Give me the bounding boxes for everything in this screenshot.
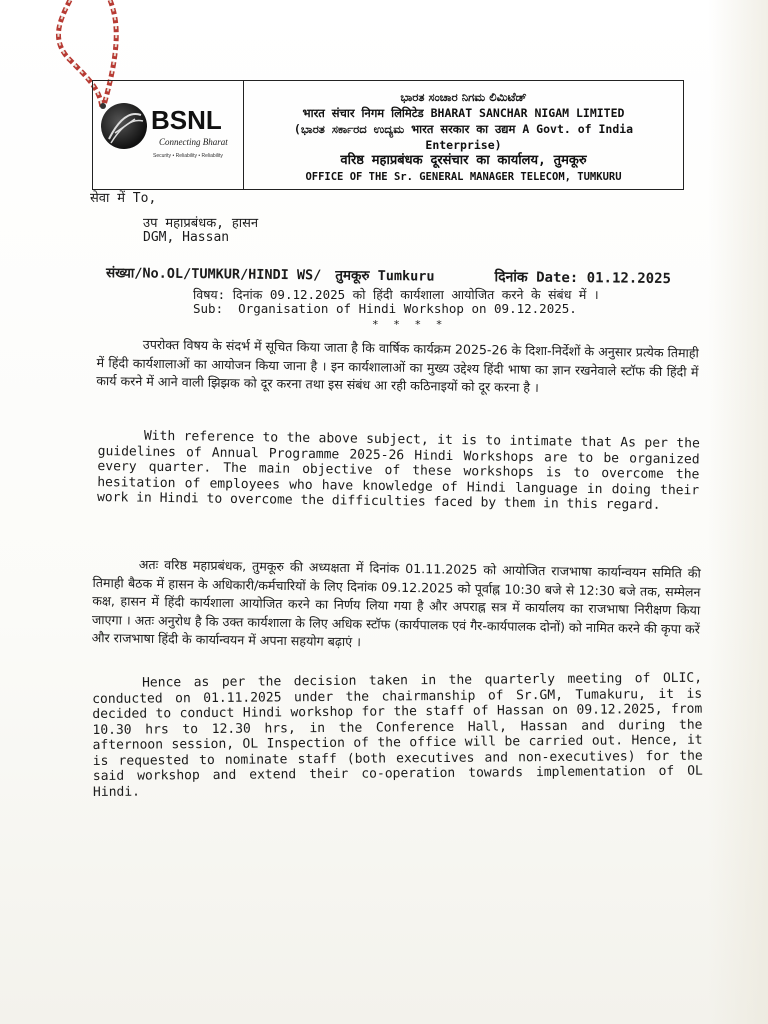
office-name-english: OFFICE OF THE Sr. GENERAL MANAGER TELECOM, TUMKURU — [305, 171, 622, 183]
letter-place: तुमकूरु Tumkuru — [335, 267, 435, 285]
bsnl-logo — [93, 81, 244, 189]
letter-date: दिनांक Date: 01.12.2025 — [494, 269, 672, 288]
paragraph-1-english: With reference to the above subject, it is to intimate that As per the guidelines of Annual Programme 2025-26 Hindi Workshops are to be organized every quarter. The main objective of these workshops is to overcome the hesitation of employees who have knowledge of Hindi language in doing their work in Hindi to overcome the difficulties faced by them in this regard. — [96, 428, 700, 513]
office-name-hindi: वरिष्ठ महाप्रबंधक दूरसंचार का कार्यालय, तुमकूरु — [340, 153, 587, 168]
logo-wordmark: BSNL — [151, 105, 222, 135]
subject-english: Sub: Organisation of Hindi Workshop on 09.12.2025. — [193, 301, 577, 316]
reference-line — [90, 247, 672, 288]
company-name: भारत संचार निगम लिमिटेड BHARAT SANCHAR NIGAM LIMITED — [302, 106, 625, 120]
recipient-english: DGM, Hassan — [143, 230, 230, 245]
to-label: सेवा में To, — [90, 191, 157, 206]
reference-number: संख्या/No.OL/TUMKUR/HINDI WS/ — [105, 265, 322, 284]
kannada-company-name: ಭಾರತ ಸಂಚಾರ ನಿಗಮ ಲಿಮಿಟೆಡ್ — [400, 90, 527, 104]
subject-hindi: विषय: दिनांक 09.12.2025 को हिंदी कार्यशाला आयोजित करने के संबंध में । — [193, 287, 599, 302]
recipient-hindi: उप महाप्रबंधक, हासन — [143, 216, 259, 231]
separator-stars: * * * * — [372, 318, 447, 331]
paragraph-1-hindi: उपरोक्त विषय के संदर्भ में सूचित किया जाता है कि वार्षिक कार्यक्रम 2025-26 के दिशा-निर्देशों के अनुसार प्रत्येक तिमाही में हिंदी कार्यशालाओं का आयोजन किया जाना है । इन कार्यशालाओं का मुख्य उद्देश्य हिंदी भाषा का ज्ञान रखनेवाले स्टॉफ की हिंदी में कार्य करने में आने वाली झिझक को दूर करना तथा इस संबंध आ रही कठिनाइयों को दूर करना है । — [96, 336, 699, 395]
letterhead-text — [244, 81, 683, 189]
page-fold-shadow — [708, 0, 768, 1024]
logo-subline: Security • Reliability • Reliability — [153, 153, 223, 159]
govt-enterprise-line: (ಭಾರತ ಸರ್ಕಾರದ ಉದ್ಯಮ भारत सरकार का उद्यम A Govt. of India — [293, 122, 634, 136]
paragraph-2-hindi: अतः वरिष्ठ महाप्रबंधक, तुमकूरु की अध्यक्षता में दिनांक 01.11.2025 को आयोजित राजभाषा कार्यान्वयन समिति की तिमाही बैठक में हासन के अधिकारी/कर्मचारियों के लिए दिनांक 09.12.2025 को पूर्वाह्न 10:30 बजे से 12:30 बजे तक, सम्मेलन कक्ष, हासन में हिंदी कार्यशाला आयोजित करने का निर्णय लिया गया है और अपराह्न सत्र में कार्यालय का राजभाषा निरीक्षण किया जाएगा । अतः अनुरोध है कि उक्त कार्यशाला के लिए अधिक स्टॉफ (कार्यपालक एवं गैर-कार्यपालक दोनों) को नामित करने की कृपा करें और राजभाषा हिंदी के कार्यान्वयन में अपना सहयोग बढ़ाएं । — [91, 556, 701, 650]
letterhead — [92, 80, 684, 190]
paragraph-2-english: Hence as per the decision taken in the quarterly meeting of OLIC, conducted on 01.11.2025 under the chairmanship of Sr.GM, Tumakuru, it is decided to conduct Hindi workshop for the staff of Hassan on 09.12.2025, from 10.30 hrs to 12.30 hrs, in the Conference Hall, Hassan and during the afternoon session, OL Inspection of the office will be carried out. Hence, it is requested to nominate staff (both executives and non-executives) for the said workshop and extend their co-operation towards implementation of OL Hindi. — [92, 670, 703, 800]
bsnl-globe-icon — [101, 103, 147, 149]
logo-tagline: Connecting Bharat — [159, 137, 228, 147]
enterprise-line: Enterprise) — [425, 138, 502, 152]
